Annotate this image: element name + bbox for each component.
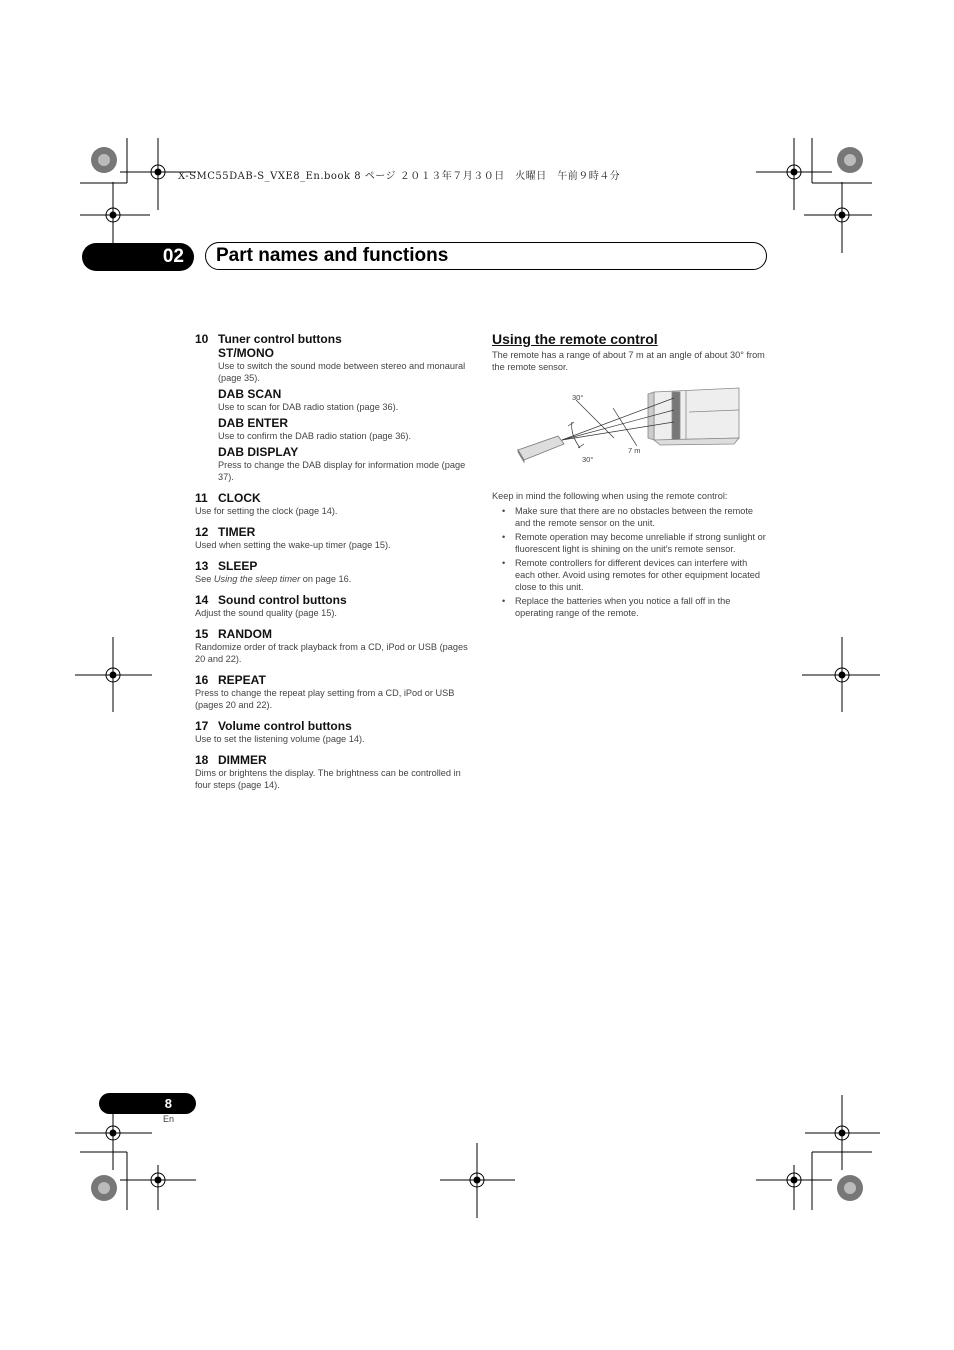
stereo-unit-illustration (648, 388, 739, 445)
item-number: 16 (195, 673, 209, 687)
sub-title-dab-scan: DAB SCAN (218, 387, 282, 401)
item-title: RANDOM (218, 627, 272, 641)
section-title: Using the remote control (492, 331, 658, 347)
distance-label: 7 m (628, 446, 641, 455)
sub-title-dab-display: DAB DISPLAY (218, 445, 299, 459)
chapter-title: Part names and functions (216, 245, 449, 266)
page-number-badge (99, 1093, 196, 1114)
remote-tips-list (492, 505, 767, 619)
sub-title-st-mono: ST/MONO (218, 346, 274, 360)
right-column (492, 331, 767, 621)
item-heading (195, 491, 470, 505)
item-heading (195, 753, 470, 767)
item-description: Adjust the sound quality (page 15). (195, 608, 337, 618)
item-description: Used when setting the wake-up timer (page 15). (195, 540, 391, 550)
item-number: 17 (195, 719, 209, 733)
item-heading (195, 593, 470, 607)
item-heading (195, 627, 470, 641)
item-description: Use to set the listening volume (page 14). (195, 734, 365, 744)
desc-suffix: on page 16. (300, 574, 352, 584)
print-header: X-SMC55DAB-S_VXE8_En.book 8 ページ ２０１３年７月３０日 火曜日 午前９時４分 (178, 171, 621, 182)
desc-prefix: See (195, 574, 214, 584)
page-language: En (163, 1114, 175, 1124)
item-title: REPEAT (218, 673, 266, 687)
item-heading (195, 332, 470, 346)
sub-items (195, 346, 470, 483)
item-number: 14 (195, 593, 209, 607)
item-heading (195, 673, 470, 687)
sub-title-dab-enter: DAB ENTER (218, 416, 289, 430)
item-title: Sound control buttons (218, 593, 347, 607)
remote-range-diagram (514, 382, 744, 468)
item-number: 13 (195, 559, 209, 573)
item-number: 10 (195, 332, 209, 346)
item-description: Dims or brightens the display. The brightness can be controlled in four steps (page 14). (195, 768, 461, 790)
left-column (195, 332, 470, 799)
list-item-16 (195, 673, 470, 711)
sub-desc-dab-display: Press to change the DAB display for information mode (page 37). (218, 460, 466, 482)
item-title: TIMER (218, 525, 256, 539)
item-number: 12 (195, 525, 209, 539)
item-heading (195, 525, 470, 539)
item-title: DIMMER (218, 753, 267, 767)
item-heading (195, 719, 470, 733)
item-heading (195, 559, 470, 573)
item-number: 11 (195, 491, 208, 505)
list-item-11 (195, 491, 470, 517)
chapter-number-badge (82, 243, 194, 271)
list-item-13 (195, 559, 470, 585)
page-number: 8 (164, 1096, 172, 1111)
sleep-timer-link-text: Using the sleep timer (213, 574, 301, 584)
remote-intro: The remote has a range of about 7 m at an angle of about 30° from the remote sensor. (492, 350, 765, 372)
item-number: 18 (195, 753, 209, 767)
list-item-10 (195, 332, 470, 483)
item-description: Use for setting the clock (page 14). (195, 506, 338, 516)
sub-desc-st-mono: Use to switch the sound mode between stereo and monaural (page 35). (218, 361, 466, 383)
list-item: • Replace the batteries when you notice a fall off in the operating range of the remote. (515, 595, 767, 619)
list-item: • Make sure that there are no obstacles between the remote and the remote sensor on the unit. (515, 505, 767, 529)
item-description: Press to change the repeat play setting from a CD, iPod or USB (pages 20 and 22). (195, 688, 455, 710)
list-item-18 (195, 753, 470, 791)
remote-control-illustration (518, 436, 564, 462)
list-item-12 (195, 525, 470, 551)
sub-desc-dab-enter: Use to confirm the DAB radio station (page 36). (218, 431, 412, 441)
item-title: Tuner control buttons (218, 332, 342, 346)
keep-in-mind-text: Keep in mind the following when using the remote control: (492, 491, 728, 501)
list-item-14 (195, 593, 470, 619)
list-item-17 (195, 719, 470, 745)
list-item-15 (195, 627, 470, 665)
item-title: SLEEP (218, 559, 258, 573)
item-description (195, 573, 470, 585)
item-title: Volume control buttons (218, 719, 352, 733)
angle-top-label: 30° (572, 393, 584, 402)
item-description: Randomize order of track playback from a CD, iPod or USB (pages 20 and 22). (195, 642, 468, 664)
chapter-number: 02 (162, 246, 184, 267)
list-item: • Remote controllers for different devices can interfere with each other. Avoid using remotes for other equipment located close to this unit. (515, 557, 767, 593)
item-number: 15 (195, 627, 209, 641)
angle-bottom-label: 30° (582, 455, 594, 464)
item-title: CLOCK (218, 491, 261, 505)
sub-desc-dab-scan: Use to scan for DAB radio station (page 36). (218, 402, 399, 412)
list-item: • Remote operation may become unreliable if strong sunlight or fluorescent light is shining on the unit’s remote sensor. (515, 531, 767, 555)
